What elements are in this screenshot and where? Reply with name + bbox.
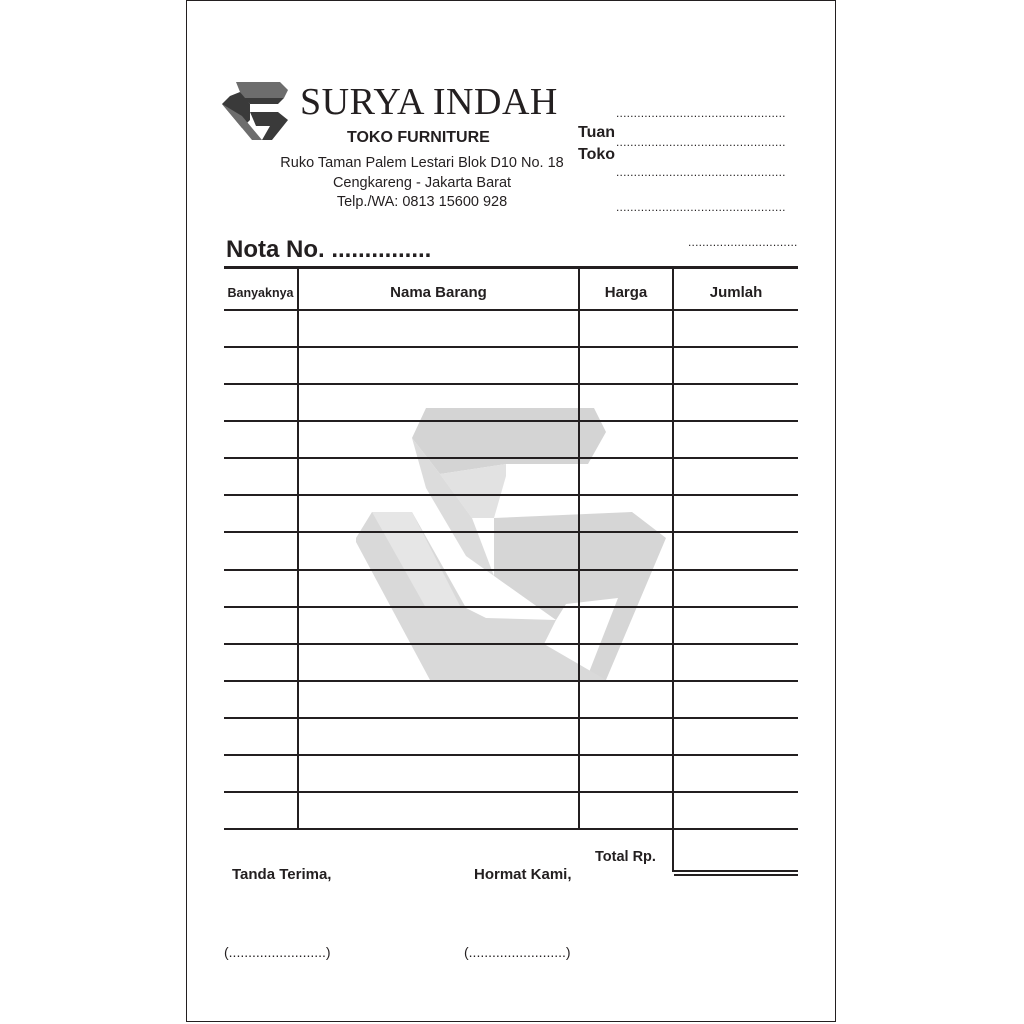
phone-line: Telp./WA: 0813 15600 928: [336, 194, 508, 210]
table-row-line: [224, 569, 798, 571]
store-subtitle: TOKO FURNITURE: [347, 129, 490, 146]
column-header-banyaknya: Banyaknya: [227, 286, 294, 300]
table-row-line: [224, 494, 798, 496]
table-row-line: [224, 346, 798, 348]
total-label: Total Rp.: [595, 849, 656, 865]
logo-watermark-icon: [356, 408, 666, 680]
total-underline-2: [674, 874, 798, 876]
table-row-line: [224, 717, 798, 719]
nota-number-label: Nota No. ...............: [226, 236, 432, 263]
regards-label: Hormat Kami,: [474, 866, 572, 883]
table-row-line: [224, 457, 798, 459]
tuan-label: Tuan: [578, 124, 616, 141]
column-divider-2: [578, 268, 580, 829]
received-label: Tanda Terima,: [232, 866, 332, 883]
table-row-line: [224, 754, 798, 756]
brand-name: SURYA INDAH: [300, 81, 558, 123]
table-top-border: [224, 266, 798, 269]
regards-signature-line[interactable]: (.........................): [464, 944, 571, 960]
recipient-dotted-line-3[interactable]: ................................................: [616, 165, 786, 179]
table-row-line: [224, 643, 798, 645]
address-line-2: Cengkareng - Jakarta Barat: [332, 175, 512, 191]
total-underline-1: [674, 870, 798, 872]
received-signature-line[interactable]: (.........................): [224, 944, 331, 960]
table-row-line: [224, 420, 798, 422]
column-divider-1: [297, 268, 299, 829]
table-row-line: [224, 606, 798, 608]
address-line-1: Ruko Taman Palem Lestari Blok D10 No. 18: [280, 155, 564, 171]
recipient-dotted-line-1[interactable]: ................................................: [616, 106, 786, 120]
surya-indah-logo-icon: [222, 82, 288, 140]
table-row-line: [224, 531, 798, 533]
table-row-line: [224, 828, 798, 830]
header-bottom-border: [224, 309, 798, 311]
column-header-nama-barang: Nama Barang: [390, 284, 487, 301]
toko-label: Toko: [578, 146, 616, 163]
column-header-harga: Harga: [604, 284, 648, 301]
recipient-dotted-line-4[interactable]: ................................................: [616, 200, 786, 214]
recipient-dotted-line-2[interactable]: ................................................: [616, 135, 786, 149]
column-header-jumlah: Jumlah: [709, 284, 763, 301]
date-dotted-line[interactable]: ...............................: [688, 235, 798, 249]
table-row-line: [224, 680, 798, 682]
table-row-line: [224, 383, 798, 385]
table-row-line: [224, 791, 798, 793]
